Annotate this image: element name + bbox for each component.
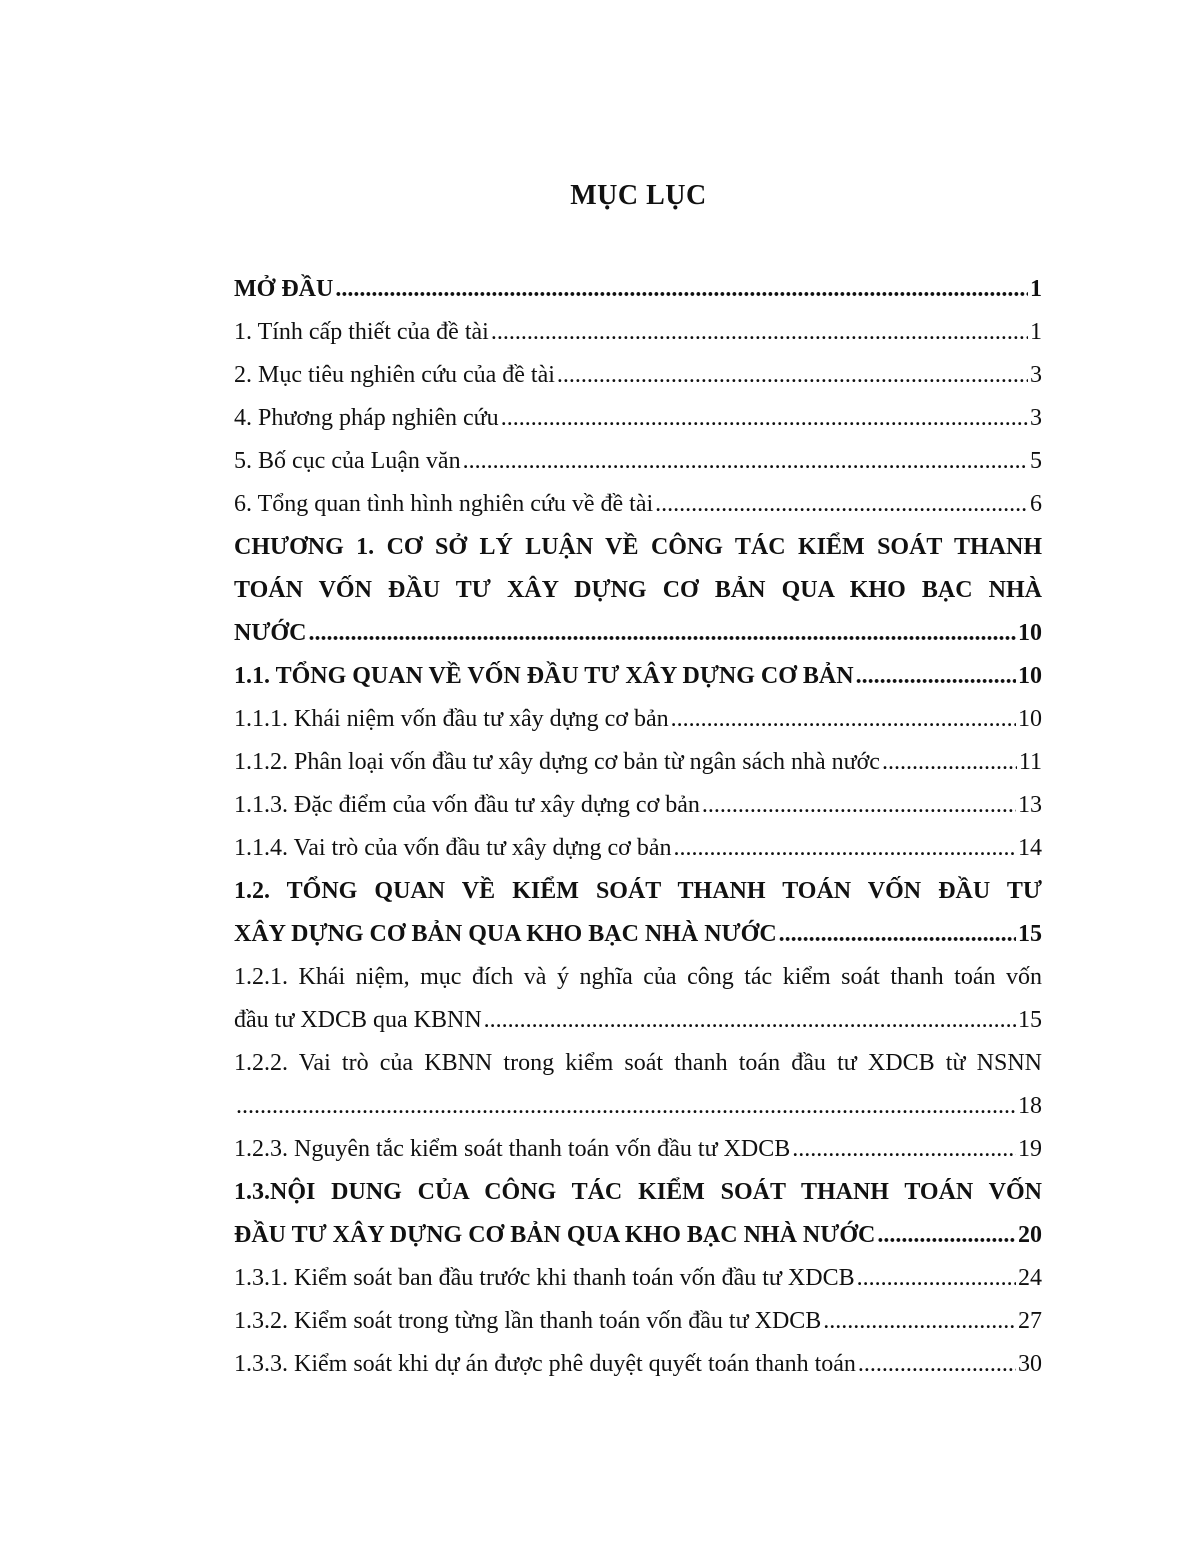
dot-leader [489,311,1028,354]
toc-entry-title: 1.1.4. Vai trò của vốn đầu tư xây dựng cơ bản [234,835,672,861]
toc-page-number: 1 [1030,276,1042,302]
toc-page-number: 30 [1018,1351,1042,1377]
dot-leader [855,1257,1016,1300]
toc-entry-title: 1.3.1. Kiểm soát ban đầu trước khi thanh toán vốn đầu tư XDCB [234,1265,855,1291]
toc-page-number: 5 [1030,448,1042,474]
dot-leader [653,483,1028,526]
toc-entry-title: 6. Tổng quan tình hình nghiên cứu về đề tài [234,491,654,517]
toc-entry-1-1[interactable] [234,655,1042,698]
toc-entry-line: 1.2.1. Khái niệm, mục đích và ý nghĩa của công tác kiểm soát thanh toán vốn [234,964,1042,990]
toc-entry-6[interactable] [234,483,1042,526]
dot-leader [700,784,1016,827]
toc-page-number: 19 [1018,1136,1042,1162]
toc-entry-2[interactable] [234,354,1042,397]
toc-entry-title: 2. Mục tiêu nghiên cứu của đề tài [234,362,555,388]
dot-leader [669,698,1016,741]
dot-leader [555,354,1028,397]
dot-leader [875,1214,1016,1257]
toc-entry-title: 1.2.3. Nguyên tắc kiểm soát thanh toán vốn đầu tư XDCB [234,1136,791,1162]
toc-entry-1-1-1[interactable] [234,698,1042,741]
toc-entry-4[interactable] [234,397,1042,440]
toc-entry-title: 1.1. TỔNG QUAN VỀ VỐN ĐẦU TƯ XÂY DỰNG CƠ BẢN [234,663,854,689]
dot-leader [672,827,1016,870]
dot-leader [777,913,1016,956]
toc-page-number: 15 [1018,921,1042,947]
toc-page-number: 10 [1018,620,1042,646]
table-of-contents [234,268,1042,1386]
toc-entry-title: MỞ ĐẦU [234,276,334,302]
toc-page-number: 27 [1018,1308,1042,1334]
toc-page-number: 11 [1018,749,1042,775]
toc-entry-chuong-1[interactable] [234,526,1042,655]
toc-page-number: 15 [1018,1007,1042,1033]
toc-entry-mo-dau[interactable] [234,268,1042,311]
toc-entry-1-3-2[interactable] [234,1300,1042,1343]
toc-page-number: 20 [1018,1222,1042,1248]
dot-leader [880,741,1017,784]
toc-entry-line: 1.2.2. Vai trò của KBNN trong kiểm soát thanh toán đầu tư XDCB từ NSNN [234,1050,1042,1076]
toc-page-number: 3 [1030,405,1042,431]
toc-entry-title: XÂY DỰNG CƠ BẢN QUA KHO BẠC NHÀ NƯỚC [234,921,777,947]
toc-page-number: 10 [1018,663,1042,689]
toc-entry-1-1-3[interactable] [234,784,1042,827]
toc-page-number: 6 [1030,491,1042,517]
toc-entry-1-1-2[interactable] [234,741,1042,784]
dot-leader [821,1300,1016,1343]
toc-entry-line: TOÁN VỐN ĐẦU TƯ XÂY DỰNG CƠ BẢN QUA KHO BẠC NHÀ [234,577,1042,603]
toc-entry-title: 1.1.2. Phân loại vốn đầu tư xây dựng cơ bản từ ngân sách nhà nước [234,749,880,775]
dot-leader [499,397,1028,440]
toc-page-number: 1 [1030,319,1042,345]
toc-page-number: 18 [1018,1093,1042,1119]
toc-entry-1-1-4[interactable] [234,827,1042,870]
toc-page-number: 14 [1018,835,1042,861]
dot-leader [333,268,1028,311]
toc-entry-1-3-3[interactable] [234,1343,1042,1386]
toc-entry-title: 1.1.3. Đặc điểm của vốn đầu tư xây dựng cơ bản [234,792,700,818]
dot-leader [234,1085,1016,1128]
toc-entry-title: 1. Tính cấp thiết của đề tài [234,319,489,345]
toc-entry-1[interactable] [234,311,1042,354]
toc-entry-1-2[interactable] [234,870,1042,956]
toc-entry-title: 1.3.3. Kiểm soát khi dự án được phê duyệt quyết toán thanh toán [234,1351,856,1377]
dot-leader [306,612,1016,655]
toc-entry-1-2-1[interactable] [234,956,1042,1042]
toc-page-number: 13 [1018,792,1042,818]
toc-entry-1-3[interactable] [234,1171,1042,1257]
toc-entry-line: 1.3.NỘI DUNG CỦA CÔNG TÁC KIỂM SOÁT THANH TOÁN VỐN [234,1179,1042,1205]
toc-entry-line: CHƯƠNG 1. CƠ SỞ LÝ LUẬN VỀ CÔNG TÁC KIỂM SOÁT THANH [234,534,1042,560]
toc-entry-title: 4. Phương pháp nghiên cứu [234,405,499,431]
toc-entry-title: ĐẦU TƯ XÂY DỰNG CƠ BẢN QUA KHO BẠC NHÀ NƯỚC [234,1222,876,1248]
toc-page-number: 3 [1030,362,1042,388]
dot-leader [790,1128,1016,1171]
toc-entry-title: đầu tư XDCB qua KBNN [234,1007,482,1033]
dot-leader [856,1343,1016,1386]
dot-leader [461,440,1028,483]
toc-entry-5[interactable] [234,440,1042,483]
toc-page-number: 10 [1018,706,1042,732]
dot-leader [482,999,1016,1042]
toc-entry-title: NƯỚC [234,620,307,646]
toc-entry-1-2-3[interactable] [234,1128,1042,1171]
dot-leader [854,655,1016,698]
toc-entry-1-2-2[interactable] [234,1042,1042,1128]
toc-page-number: 24 [1018,1265,1042,1291]
toc-entry-title: 5. Bố cục của Luận văn [234,448,461,474]
toc-entry-title: 1.3.2. Kiểm soát trong từng lần thanh toán vốn đầu tư XDCB [234,1308,822,1334]
toc-entry-line: 1.2. TỔNG QUAN VỀ KIỂM SOÁT THANH TOÁN VỐN ĐẦU TƯ [234,878,1042,904]
toc-entry-title: 1.1.1. Khái niệm vốn đầu tư xây dựng cơ bản [234,706,669,732]
toc-entry-1-3-1[interactable] [234,1257,1042,1300]
page-title: MỤC LỤC [570,180,707,211]
